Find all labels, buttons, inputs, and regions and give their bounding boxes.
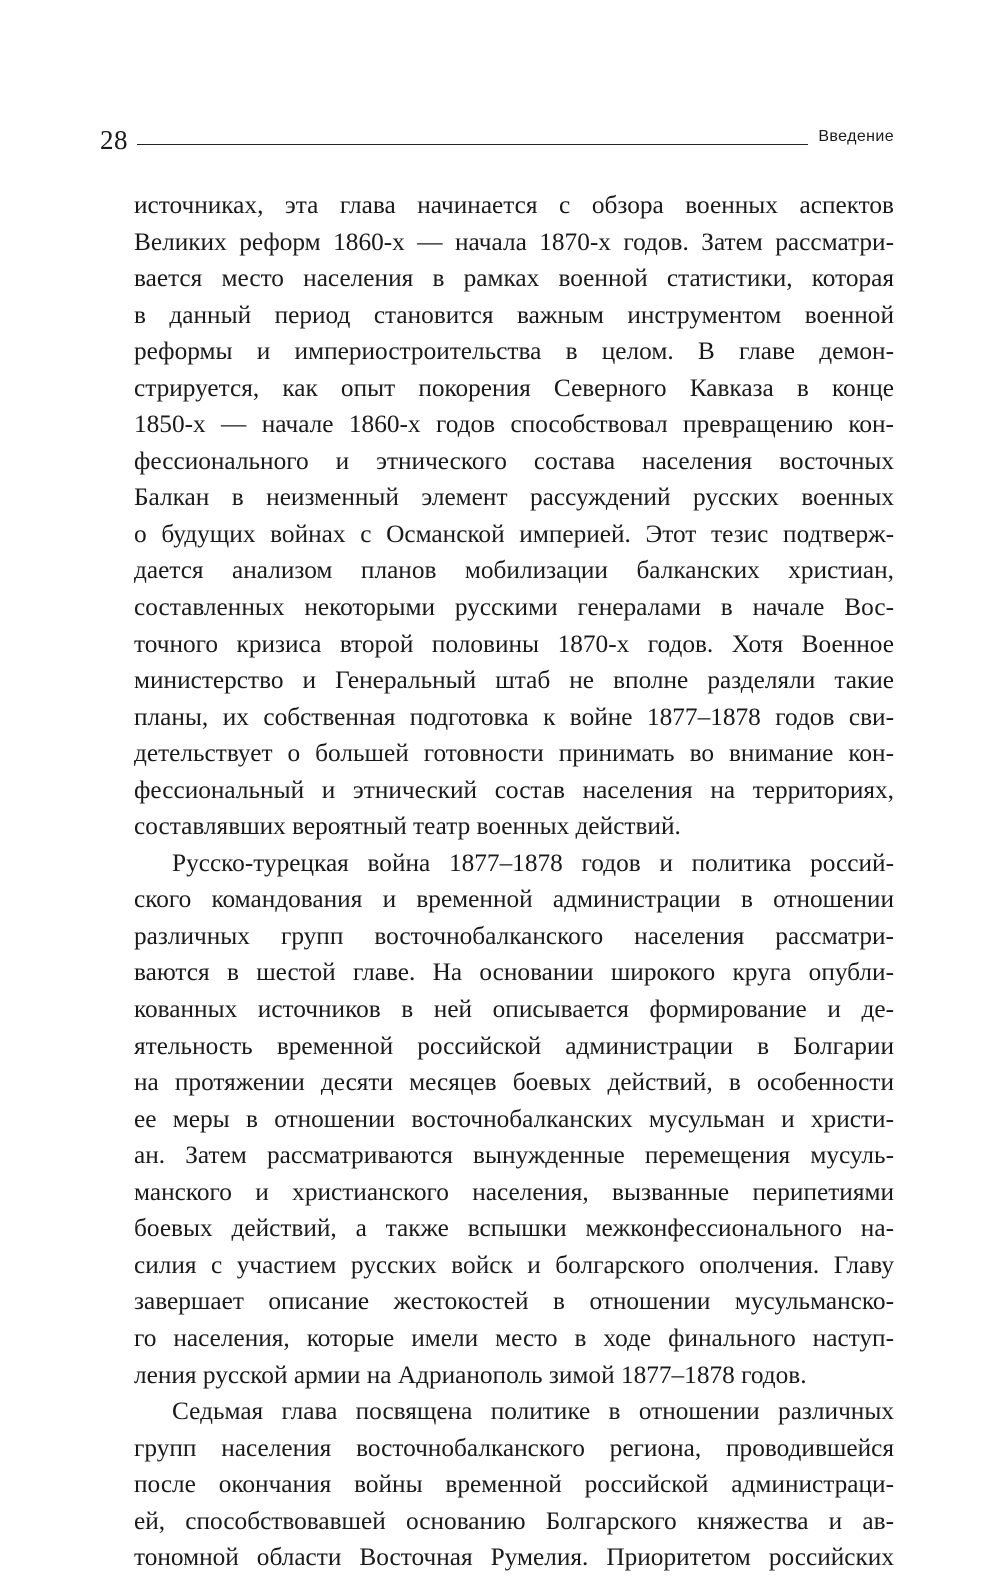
text-line: кованных источников в ней описывается формирование и де- [134, 995, 894, 1024]
text-line: фессионального и этнического состава населения восточных [134, 446, 894, 475]
text-line: стрируется, как опыт покорения Северного Кавказа в конце [134, 373, 894, 402]
text-line: силия с участием русских войск и болгарского ополчения. Главу [134, 1250, 894, 1279]
text-line: 1850-х — начале 1860-х годов способствовал превращению кон- [134, 410, 894, 439]
text-line: манского и христианского населения, вызванные перипетиями [134, 1177, 894, 1206]
text-line: ее меры в отношении восточнобалканских мусульман и христи- [134, 1104, 894, 1133]
text-line: Балкан в неизменный элемент рассуждений русских военных [134, 483, 894, 512]
text-line: детельствует о большей готовности принимать во внимание кон- [134, 739, 894, 768]
text-line: составленных некоторыми русскими генералами в начале Вос- [134, 593, 894, 622]
text-line: ления русской армии на Адрианополь зимой 1877–1878 годов. [134, 1360, 807, 1389]
text-line: министерство и Генеральный штаб не вполне разделяли такие [134, 666, 894, 695]
text-line: реформы и империостроительства в целом. В главе демон- [134, 337, 894, 366]
page-number: 28 [100, 125, 128, 155]
text-line: на протяжении десяти месяцев боевых действий, в особенности [134, 1068, 894, 1097]
running-head [100, 120, 894, 160]
header-rule [137, 144, 808, 145]
text-line: ятельность временной российской администрации в Болгарии [134, 1031, 894, 1060]
text-line: планы, их собственная подготовка к войне 1877–1878 годов сви- [134, 702, 894, 731]
text-line: после окончания войны временной российской администраци- [134, 1470, 894, 1499]
text-line: Седьмая глава посвящена политике в отношении различных [172, 1397, 894, 1426]
text-line: точного кризиса второй половины 1870-х годов. Хотя Военное [134, 629, 894, 658]
text-line: о будущих войнах с Османской империей. Этот тезис подтверж- [134, 519, 894, 548]
text-line: ей, способствовавшей основанию Болгарского княжества и ав- [134, 1506, 894, 1535]
text-line: завершает описание жестокостей в отношении мусульманско- [134, 1287, 894, 1316]
text-line: ан. Затем рассматриваются вынужденные перемещения мусуль- [134, 1141, 894, 1170]
text-line: Великих реформ 1860-х — начала 1870-х годов. Затем рассматри- [134, 227, 894, 256]
text-line: составлявших вероятный театр военных действий. [134, 812, 681, 841]
text-line: Русско-турецкая война 1877–1878 годов и политика россий- [172, 848, 894, 877]
text-line: ваются в шестой главе. На основании широкого круга опубли- [134, 958, 894, 987]
text-line: дается анализом планов мобилизации балканских христиан, [134, 556, 894, 585]
text-line: в данный период становится важным инструментом военной [134, 300, 894, 329]
text-line: ского командования и временной администрации в отношении [134, 885, 894, 914]
text-line: различных групп восточнобалканского населения рассматри- [134, 921, 894, 950]
text-line: тономной области Восточная Румелия. Приоритетом российских [134, 1543, 894, 1572]
text-line: боевых действий, а также вспышки межконфессионального на- [134, 1214, 894, 1243]
text-line: источниках, эта глава начинается с обзора военных аспектов [134, 191, 894, 219]
text-line: вается место населения в рамках военной статистики, которая [134, 264, 894, 293]
body-text [134, 187, 894, 1576]
text-line: фессиональный и этнический состав населения на территориях, [134, 775, 894, 804]
section-title: Введение [818, 128, 894, 145]
text-line: групп населения восточнобалканского региона, проводившейся [134, 1433, 894, 1462]
text-line: го населения, которые имели место в ходе финального наступ- [134, 1323, 894, 1352]
